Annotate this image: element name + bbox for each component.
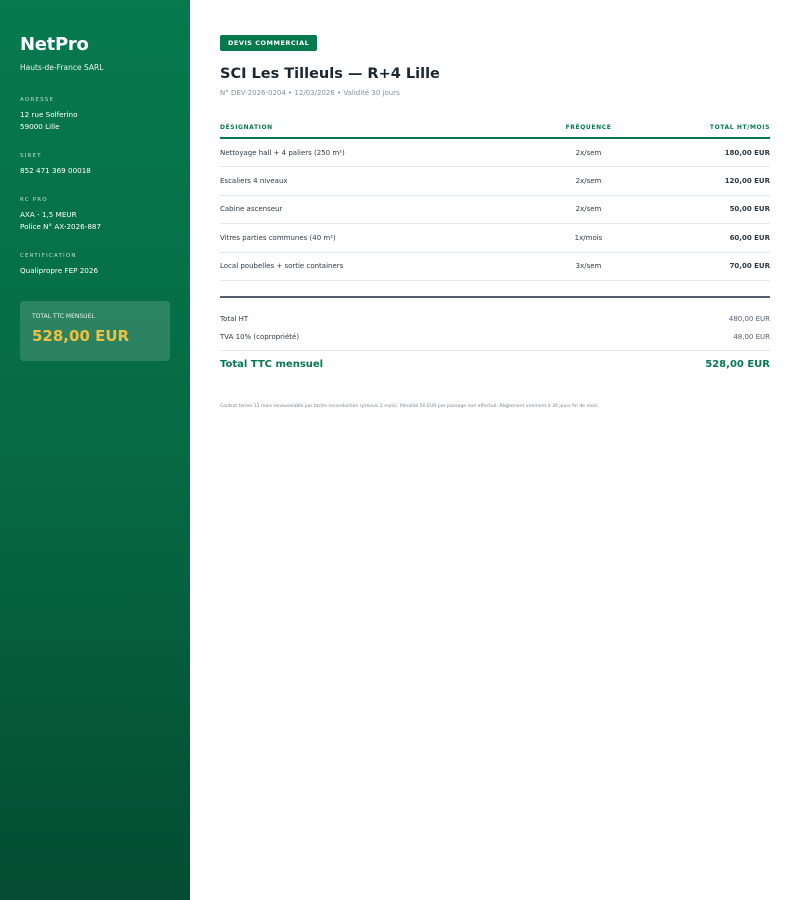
sidebar xyxy=(0,0,190,900)
cell-designation: Cabine ascenseur xyxy=(220,195,528,224)
rcpro-line-2: Police N° AX-2026-887 xyxy=(20,222,102,231)
tva-row xyxy=(220,328,770,346)
cell-frequence: 1x/mois xyxy=(528,224,649,253)
address-block xyxy=(20,97,170,133)
total-ttc-value: 528,00 EUR xyxy=(705,359,770,370)
rcpro-block xyxy=(20,197,170,233)
tva-label: TVA 10% (copropriété) xyxy=(220,333,300,341)
siret-block xyxy=(20,153,170,177)
total-ht-row xyxy=(220,310,770,328)
cell-total: 60,00 EUR xyxy=(649,224,770,253)
total-summary-card xyxy=(20,301,170,361)
total-card-label: TOTAL TTC MENSUEL xyxy=(32,313,95,320)
rcpro-line-1: AXA - 1,5 MEUR xyxy=(20,210,77,219)
column-header-designation: DÉSIGNATION xyxy=(220,124,528,138)
table-row xyxy=(220,224,770,253)
cell-frequence: 2x/sem xyxy=(528,138,649,167)
siret-label: SIRET xyxy=(20,153,42,159)
total-ht-label: Total HT xyxy=(220,315,249,323)
total-ttc-label: Total TTC mensuel xyxy=(220,359,324,370)
cell-total: 70,00 EUR xyxy=(649,252,770,281)
cell-designation: Vitres parties communes (40 m²) xyxy=(220,224,528,253)
table-row xyxy=(220,252,770,281)
page-title: SCI Les Tilleuls — R+4 Lille xyxy=(220,66,440,82)
cell-designation: Nettoyage hall + 4 paliers (250 m²) xyxy=(220,138,528,167)
column-header-frequence: FRÉQUENCE xyxy=(528,124,649,138)
certification-label: CERTIFICATION xyxy=(20,253,77,259)
cell-total: 50,00 EUR xyxy=(649,195,770,224)
address-line-2: 59000 Lille xyxy=(20,122,60,131)
cell-designation: Local poubelles + sortie containers xyxy=(220,252,528,281)
quote-lines-table xyxy=(220,124,770,281)
certification-value: Qualipropre FEP 2026 xyxy=(20,266,99,275)
table-row xyxy=(220,138,770,167)
totals-block xyxy=(220,296,770,370)
brand-subtitle: Hauts-de-France SARL xyxy=(20,63,104,72)
tva-value: 48,00 EUR xyxy=(733,333,770,341)
total-ht-value: 480,00 EUR xyxy=(728,315,770,323)
total-card-value: 528,00 EUR xyxy=(32,327,130,345)
quote-meta: N° DEV-2026-0204 • 12/03/2026 • Validité 30 jours xyxy=(220,89,400,97)
siret-value: 852 471 369 00018 xyxy=(20,166,91,175)
address-label: ADRESSE xyxy=(20,97,55,103)
rcpro-value xyxy=(20,209,170,233)
quote-document xyxy=(220,30,770,409)
cell-frequence: 2x/sem xyxy=(528,167,649,196)
rcpro-label: RC PRO xyxy=(20,197,48,203)
cell-frequence: 2x/sem xyxy=(528,195,649,224)
certification-block xyxy=(20,253,170,277)
contract-terms-note: Contrat ferme 12 mois renouvelable par tacite reconduction (préavis 2 mois). Pénalité 50 EUR par passage non effectué. Règlement virement à 30 jours fin de mois. xyxy=(220,404,600,409)
table-row xyxy=(220,195,770,224)
cell-total: 120,00 EUR xyxy=(649,167,770,196)
address-line-1: 12 rue Solferino xyxy=(20,110,78,119)
cell-designation: Escaliers 4 niveaux xyxy=(220,167,528,196)
table-row xyxy=(220,167,770,196)
total-ttc-row xyxy=(220,350,770,370)
brand-logo: NetPro xyxy=(20,34,89,55)
document-type-badge: DEVIS COMMERCIAL xyxy=(220,35,317,51)
column-header-total: TOTAL HT/MOIS xyxy=(649,124,770,138)
table-header-row xyxy=(220,124,770,138)
cell-frequence: 3x/sem xyxy=(528,252,649,281)
cell-total: 180,00 EUR xyxy=(649,138,770,167)
address-value xyxy=(20,109,170,133)
